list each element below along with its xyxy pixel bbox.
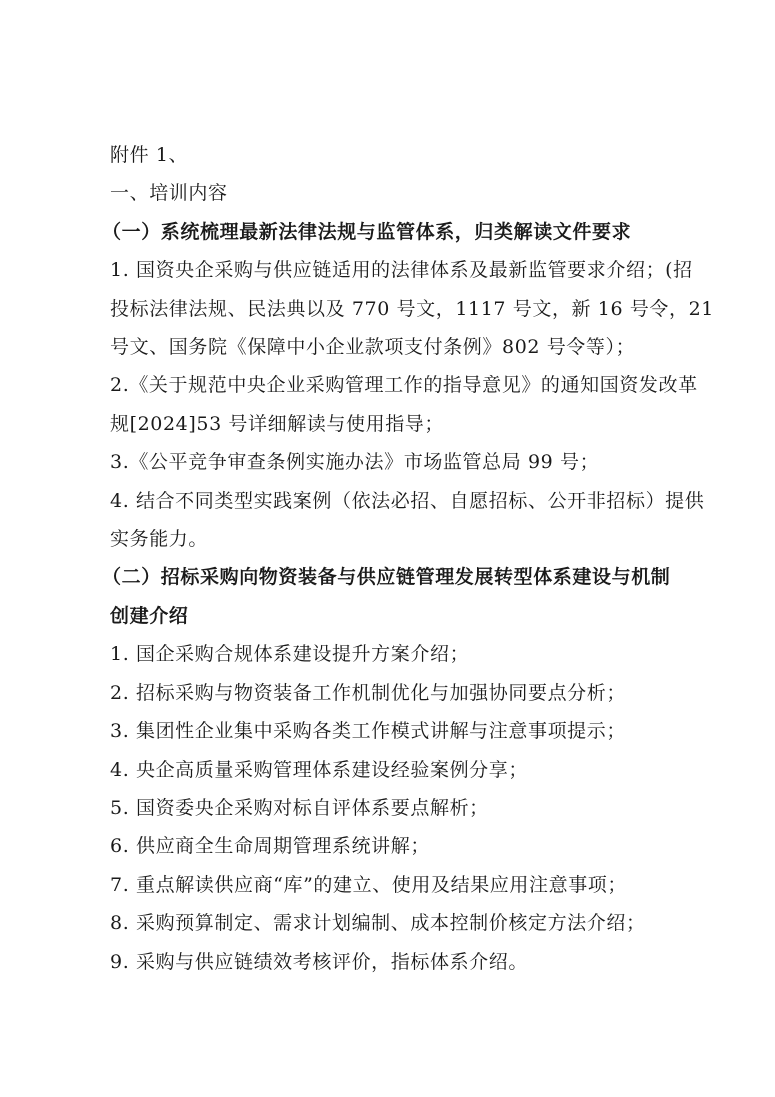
section-2-item-6: 6. 供应商全生命周期管理系统讲解； xyxy=(110,835,430,858)
item-line: 3.《公平竞争审查条例实施办法》市场监管总局 99 号； xyxy=(110,451,600,474)
section-2-item-5: 5. 国资委央企采购对标自评体系要点解析； xyxy=(110,796,489,819)
item-line: 号文、国务院《保障中小企业款项支付条例》802 号令等）； xyxy=(110,336,636,359)
document-body xyxy=(102,136,714,981)
item-line: 规[2024]53 号详细解读与使用指导； xyxy=(110,412,444,435)
section-2-item-7: 7. 重点解读供应商“库”的建立、使用及结果应用注意事项； xyxy=(110,873,627,896)
section-2-item-3: 3. 集团性企业集中采购各类工作模式讲解与注意事项提示； xyxy=(110,720,626,743)
item-line: 2.《关于规范中央企业采购管理工作的指导意见》的通知国资发改革 xyxy=(110,374,698,397)
heading-training-content: 一、培训内容 xyxy=(110,182,228,205)
item-line: 4. 结合不同类型实践案例（依法必招、自愿招标、公开非招标）提供 xyxy=(110,489,705,512)
section-2-item-2: 2. 招标采购与物资装备工作机制优化与加强协同要点分析； xyxy=(110,681,626,704)
section-2-item-9: 9. 采购与供应链绩效考核评价，指标体系介绍。 xyxy=(110,950,528,973)
section-2-item-8: 8. 采购预算制定、需求计划编制、成本控制价核定方法介绍； xyxy=(110,912,646,935)
section-1 xyxy=(102,213,714,559)
item-line: 实务能力。 xyxy=(110,528,209,551)
section-1-item-2 xyxy=(110,366,698,443)
section-2-title: 创建介绍 xyxy=(110,604,189,627)
item-line: 1. 国资央企采购与供应链适用的法律体系及最新监管要求介绍；(招 xyxy=(110,259,693,282)
section-2-item-4: 4. 央企高质量采购管理体系建设经验案例分享； xyxy=(110,758,528,781)
item-line: 投标法律法规、民法典以及 770 号文，1117 号文，新 16 号令，21 xyxy=(110,297,714,320)
attachment-label: 附件 1、 xyxy=(110,144,189,166)
section-1-item-4 xyxy=(110,482,705,559)
section-1-title: （一）系统梳理最新法律法规与监管体系，归类解读文件要求 xyxy=(102,220,632,243)
section-2-item-1: 1. 国企采购合规体系建设提升方案介绍； xyxy=(110,643,470,666)
section-1-item-3 xyxy=(110,443,690,481)
section-1-item-1 xyxy=(110,251,714,366)
section-2 xyxy=(102,558,690,980)
section-2-title: （二）招标采购向物资装备与供应链管理发展转型体系建设与机制 xyxy=(102,566,671,589)
